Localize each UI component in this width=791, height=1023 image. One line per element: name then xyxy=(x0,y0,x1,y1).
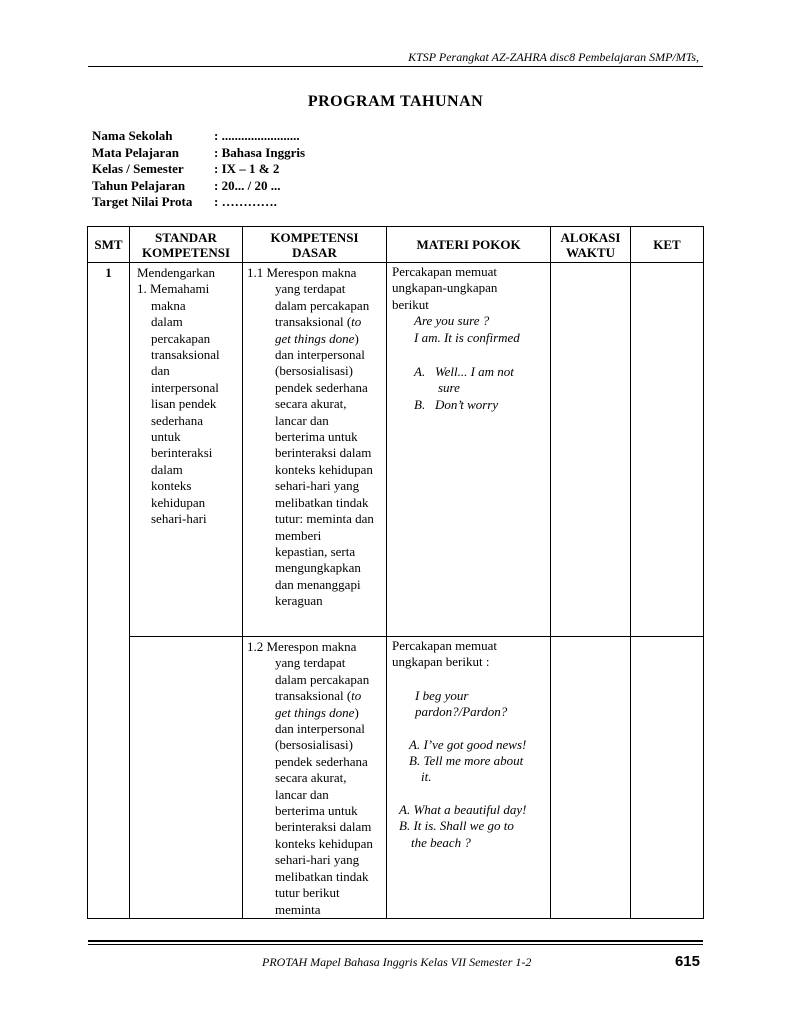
kd-lines xyxy=(275,347,382,610)
sk-line: lisan pendek xyxy=(151,396,217,412)
sk-line: untuk xyxy=(151,429,181,445)
header-aw-line2: WAKTU xyxy=(565,244,616,260)
standar-kompetensi-cell xyxy=(130,263,243,637)
kd-line: berinteraksi dalam xyxy=(275,445,372,461)
sk-line: interpersonal xyxy=(151,379,219,395)
kd-line: meminta xyxy=(275,901,321,917)
sk-line: sederhana xyxy=(151,412,203,428)
smt-cell: 1 xyxy=(88,263,130,919)
kd-line: berinteraksi dalam xyxy=(275,819,372,835)
kompetensi-dasar-cell xyxy=(243,637,387,919)
kd-line xyxy=(275,688,382,704)
program-table xyxy=(87,226,704,919)
info-value: : …………. xyxy=(214,194,277,209)
kd-line: memberi xyxy=(275,527,322,543)
info-value: : 20... / 20 ... xyxy=(214,177,281,193)
info-row xyxy=(92,128,305,145)
header-sk-line2: KOMPETENSI xyxy=(141,244,231,260)
info-row xyxy=(92,178,305,195)
kd-line: konteks kehidupan xyxy=(275,461,373,477)
kd-line: yang terdapat xyxy=(275,655,346,671)
footer-rule-thin xyxy=(88,944,703,945)
kd-line: lancar dan xyxy=(275,412,329,428)
kd-text-part: transaksional ( xyxy=(275,314,352,330)
kd-line: kepastian, serta xyxy=(275,543,356,559)
sk-line: transaksional xyxy=(151,347,220,363)
kd-line: tutur berikut xyxy=(275,885,340,901)
mp-example: pardon?/Pardon? xyxy=(415,704,508,720)
table-header-row xyxy=(88,227,704,263)
ket-cell xyxy=(631,637,704,919)
info-value: : IX – 1 & 2 xyxy=(214,161,280,176)
kd-line: berterima untuk xyxy=(275,429,358,445)
kd-text xyxy=(247,655,382,918)
alokasi-waktu-cell xyxy=(551,637,631,919)
mp-example: A. What a beautiful day! xyxy=(399,801,527,817)
kd-line: dan interpersonal xyxy=(275,721,365,737)
kd-italic-part: to xyxy=(351,314,362,330)
info-label: Nama Sekolah xyxy=(92,128,173,143)
header-alokasi-waktu xyxy=(551,227,631,263)
mp-line: Percakapan memuat xyxy=(392,264,498,279)
kd-italic-part: get things done xyxy=(275,330,355,346)
page-number: 615 xyxy=(674,953,700,970)
alokasi-waktu-cell xyxy=(551,263,631,637)
sk-line: 1. Memahami xyxy=(137,281,210,297)
kd-line: mengungkapkan xyxy=(275,560,361,576)
sk-line: kehidupan xyxy=(151,494,206,510)
header-materi-pokok: MATERI POKOK xyxy=(387,227,551,263)
sk-line: sehari-hari xyxy=(151,511,207,527)
kd-line: secara akurat, xyxy=(275,770,347,786)
mp-example: Are you sure ? xyxy=(414,313,490,329)
mp-line: ungkapan-ungkapan xyxy=(392,280,498,296)
info-value: : Bahasa Inggris xyxy=(214,144,306,160)
kd-number-line: 1.2 Merespon makna xyxy=(247,639,357,654)
sk-line: berinteraksi xyxy=(151,445,213,461)
info-label: Tahun Pelajaran xyxy=(92,177,186,193)
mp-example: B. It is. Shall we go to xyxy=(399,818,514,834)
kd-line: keraguan xyxy=(275,593,323,609)
kd-text-part: transaksional ( xyxy=(275,688,352,704)
mp-example: sure xyxy=(438,380,460,396)
materi-pokok-cell xyxy=(387,263,551,637)
materi-pokok-cell xyxy=(387,637,551,919)
info-label: Mata Pelajaran xyxy=(92,144,180,160)
header-rule xyxy=(88,66,703,67)
mp-example: A. I’ve got good news! xyxy=(409,736,527,752)
kd-line: (bersosialisasi) xyxy=(275,737,353,753)
mp-example: I beg your xyxy=(415,687,469,703)
header-sk-line1: STANDAR xyxy=(155,229,217,245)
kd-line: yang terdapat xyxy=(275,281,346,297)
page-title: PROGRAM TAHUNAN xyxy=(307,93,484,110)
table-row xyxy=(88,637,704,919)
sk-line: dalam xyxy=(151,461,183,477)
table-row xyxy=(88,263,704,637)
kd-line: sehari-hari yang xyxy=(275,478,360,494)
sk-line: dalam xyxy=(151,314,183,330)
document-info xyxy=(92,128,305,211)
mp-example: B. Tell me more about xyxy=(409,753,524,769)
kd-line: tutur: meminta dan xyxy=(275,511,374,527)
info-row xyxy=(92,194,305,211)
footer-rule xyxy=(88,940,703,942)
kd-line: get things done) xyxy=(275,330,359,346)
sk-line: makna xyxy=(151,297,186,313)
sk-line: Mendengarkan xyxy=(137,265,215,280)
kd-lines xyxy=(275,721,382,918)
header-kd-line2: DASAR xyxy=(292,244,337,260)
header-ket: KET xyxy=(631,227,704,263)
kd-line: konteks kehidupan xyxy=(275,835,373,851)
header-smt: SMT xyxy=(88,227,130,263)
running-header: KTSP Perangkat AZ-ZAHRA disc8 Pembelajaran SMP/MTs, xyxy=(408,50,699,64)
kd-line: melibatkan tindak xyxy=(275,868,369,884)
kd-line: melibatkan tindak xyxy=(275,494,369,510)
kd-line: dalam percakapan xyxy=(275,671,370,687)
info-label: Target Nilai Prota xyxy=(92,194,193,209)
info-label: Kelas / Semester xyxy=(92,161,184,176)
kd-line: lancar dan xyxy=(275,786,329,802)
mp-example: I am. It is confirmed xyxy=(414,329,520,345)
kompetensi-dasar-cell xyxy=(243,263,387,637)
kd-line: berterima untuk xyxy=(275,803,358,819)
kd-number-line: 1.1 Merespon makna xyxy=(247,265,357,280)
mp-line: ungkapan berikut : xyxy=(392,654,490,670)
header-standar-kompetensi xyxy=(130,227,243,263)
kd-line: get things done) xyxy=(275,704,359,720)
kd-line: sehari-hari yang xyxy=(275,852,360,868)
mp-example: B. Don’t worry xyxy=(414,396,499,412)
sk-line: konteks xyxy=(151,478,192,494)
kd-line: dan menanggapi xyxy=(275,576,361,592)
kd-text xyxy=(247,281,382,609)
mp-line: Percakapan memuat xyxy=(392,638,498,653)
ket-cell xyxy=(631,263,704,637)
kd-line: (bersosialisasi) xyxy=(275,363,353,379)
mp-example: the beach ? xyxy=(411,834,471,850)
footer-text: PROTAH Mapel Bahasa Inggris Kelas VII Semester 1-2 xyxy=(262,955,532,969)
info-value: : ........................ xyxy=(214,128,300,143)
mp-example: A. Well... I am not xyxy=(414,364,514,380)
header-kd-line1: KOMPETENSI xyxy=(270,229,359,245)
kd-italic-part: to xyxy=(351,688,362,704)
kd-line: dalam percakapan xyxy=(275,297,370,313)
kd-line: dan interpersonal xyxy=(275,347,365,363)
header-aw-line1: ALOKASI xyxy=(560,229,621,245)
info-row xyxy=(92,161,305,178)
kd-line xyxy=(275,314,382,330)
kd-line: pendek sederhana xyxy=(275,753,368,769)
info-row xyxy=(92,145,305,162)
mp-example: it. xyxy=(421,769,432,785)
standar-kompetensi-cell xyxy=(130,637,243,919)
kd-line: pendek sederhana xyxy=(275,379,368,395)
mp-line: berikut xyxy=(392,296,429,312)
sk-line: percakapan xyxy=(151,330,211,346)
header-kompetensi-dasar xyxy=(243,227,387,263)
sk-line: dan xyxy=(151,363,170,379)
kd-line: secara akurat, xyxy=(275,396,347,412)
kd-italic-part: get things done xyxy=(275,704,355,720)
